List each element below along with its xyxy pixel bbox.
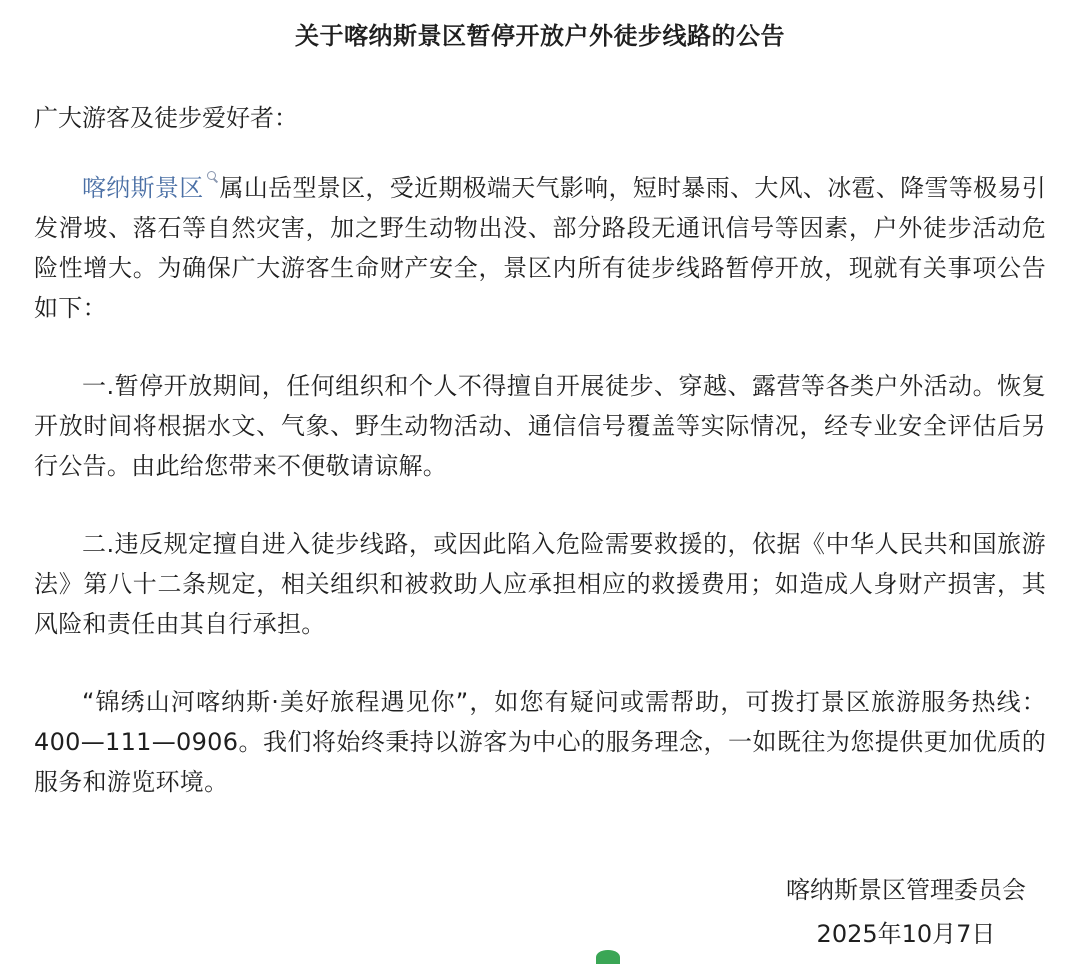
- leaf-icon: [596, 950, 620, 964]
- closing-paragraph: “锦绣山河喀纳斯·美好旅程遇见你”，如您有疑问或需帮助，可拨打景区旅游服务热线：400—111—0906。我们将始终秉持以游客为中心的服务理念，一如既往为您提供更加优质的服务和游览环境。: [34, 688, 1046, 796]
- notice-item-2: 二.违反规定擅自进入徒步线路，或因此陷入危险需要救援的，依据《中华人民共和国旅游法》第八十二条规定，相关组织和被救助人应承担相应的救援费用；如造成人身财产损害，其风险和责任由其自行承担。: [34, 530, 1046, 638]
- signature-block: [786, 868, 1026, 956]
- notice-item-1: 一.暂停开放期间，任何组织和个人不得擅自开展徒步、穿越、露营等各类户外活动。恢复开放时间将根据水文、气象、野生动物活动、通信信号覆盖等实际情况，经专业安全评估后另行公告。由此给您带来不便敬请谅解。: [34, 372, 1046, 480]
- intro-paragraph-text: 属山岳型景区，受近期极端天气影响，短时暴雨、大风、冰雹、降雪等极易引发滑坡、落石等自然灾害，加之野生动物出没、部分路段无通讯信号等因素，户外徒步活动危险性增大。为确保广大游客生命财产安全，景区内所有徒步线路暂停开放，现就有关事项公告如下：: [34, 174, 1047, 322]
- issuing-organization: 喀纳斯景区管理委员会: [786, 876, 1026, 904]
- intro-paragraph: [34, 168, 1046, 328]
- salutation: 广大游客及徒步爱好者：: [34, 104, 298, 132]
- announcement-title: 关于喀纳斯景区暂停开放户外徒步线路的公告: [295, 22, 785, 50]
- search-icon[interactable]: [206, 170, 218, 184]
- issue-date: 2025年10月7日: [816, 920, 996, 948]
- announcement-document: [34, 0, 1046, 802]
- scenic-area-link[interactable]: 喀纳斯景区: [82, 174, 204, 202]
